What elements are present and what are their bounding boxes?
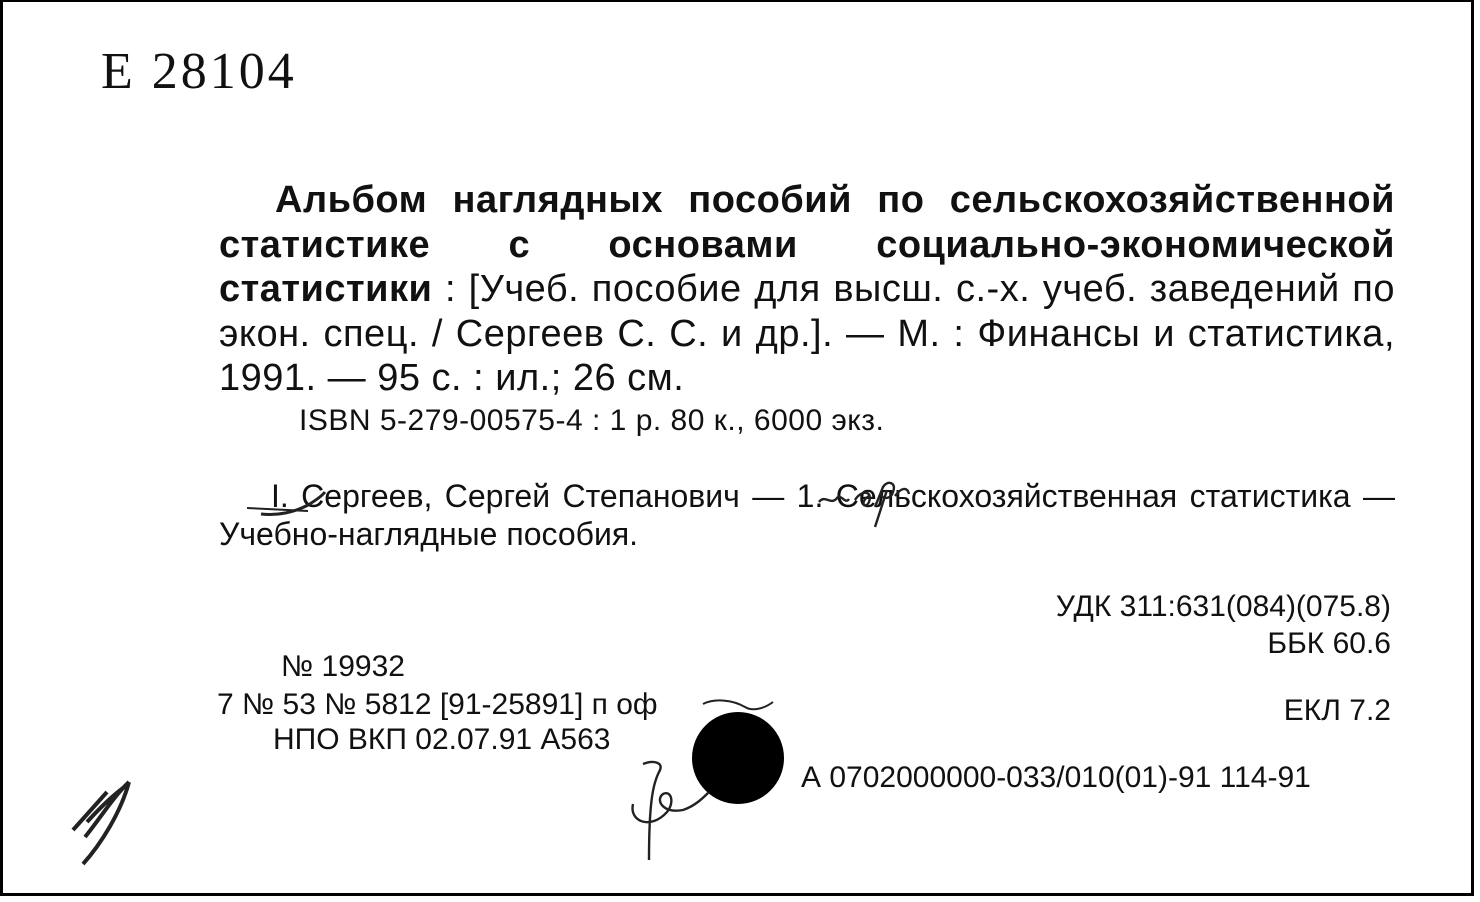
order-number: № 19932 <box>281 650 405 683</box>
tracings: I. Сергеев, Сергей Степанович — 1. Сельскохозяйственная статистика — Учебно-наглядные пособия. <box>219 478 1395 552</box>
call-number: Е 28104 <box>101 43 297 100</box>
entry-details: : [Учеб. пособие для высш. с.-х. учеб. заведений по экон. спец. / Сергеев С. С. и др.]. — М. : Финансы и статистика, 1991. — 95 с. : ил.; 26 см. <box>219 268 1395 399</box>
publisher-code: А 0702000000-033/010(01)-91 114-91 <box>801 761 1311 794</box>
udc-code: УДК 311:631(084)(075.8) <box>1055 590 1391 623</box>
print-line: 7 № 53 № 5812 [91-25891] п оф <box>217 688 658 721</box>
bbk-code: ББК 60.6 <box>1267 627 1391 660</box>
isbn-line: ISBN 5-279-00575-4 : 1 р. 80 к., 6000 экз. <box>299 404 885 437</box>
ekl-code: ЕКЛ 7.2 <box>1283 694 1391 727</box>
entry-title: Альбом наглядных пособий по сельскохозяйственной статистике с основами социально-экономической статистики <box>219 179 1395 310</box>
punch-hole <box>692 712 784 804</box>
bibliographic-entry <box>219 178 1395 401</box>
npo-line: НПО ВКП 02.07.91 А563 <box>273 723 611 756</box>
